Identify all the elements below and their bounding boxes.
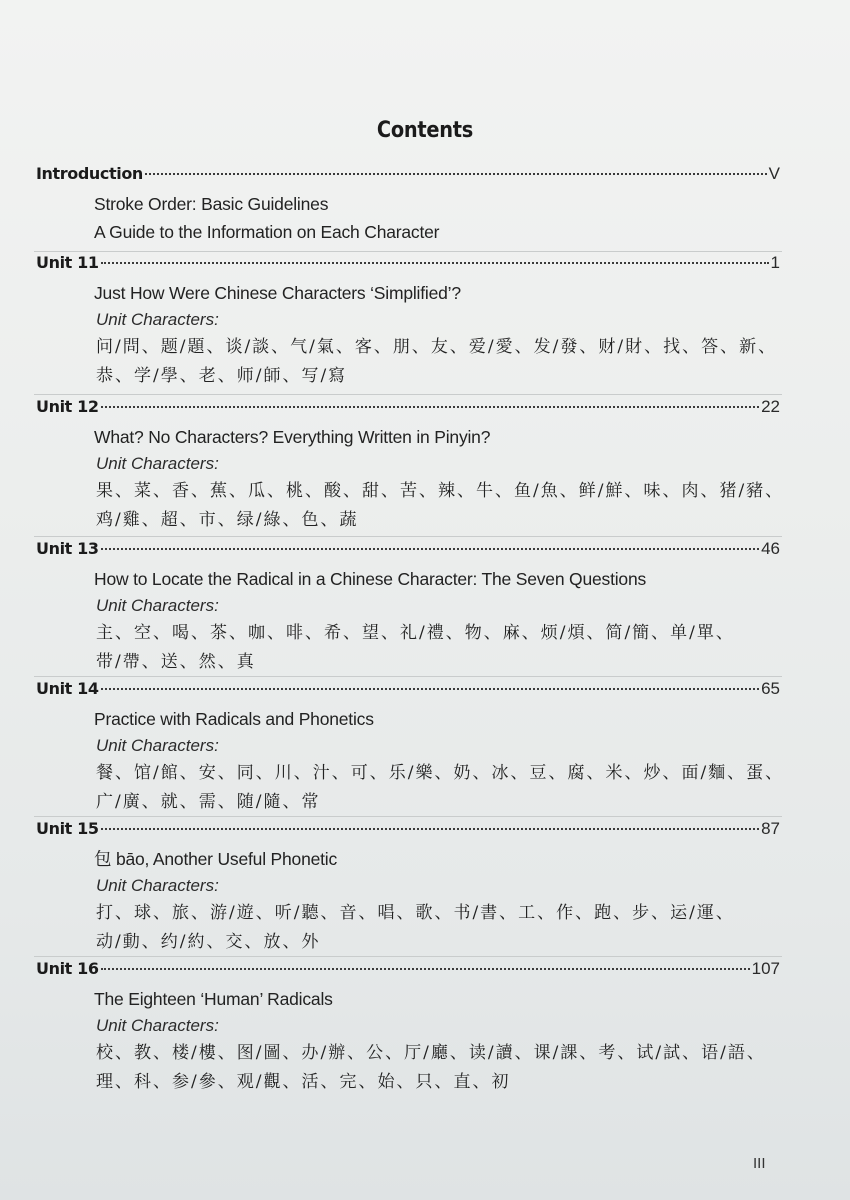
unit-characters-line: 主、空、喝、茶、咖、啡、希、望、礼/禮、物、麻、烦/煩、简/簡、单/單、 bbox=[96, 623, 735, 643]
toc-page-number: V bbox=[768, 164, 780, 183]
section-divider bbox=[34, 536, 782, 537]
toc-subtitle: What? No Characters? Everything Written in Pinyin? bbox=[94, 427, 491, 447]
toc-heading-label[interactable]: Unit 14 bbox=[36, 679, 99, 698]
dot-leader bbox=[101, 828, 760, 830]
toc-subtitle: The Eighteen ‘Human’ Radicals bbox=[94, 989, 333, 1009]
toc-heading-row[interactable] bbox=[36, 397, 780, 421]
unit-characters-line: 恭、学/學、老、师/師、写/寫 bbox=[96, 366, 348, 386]
footer-page-number: III bbox=[753, 1155, 766, 1172]
toc-heading-label[interactable]: Unit 15 bbox=[36, 819, 99, 838]
toc-subtitle: Just How Were Chinese Characters ‘Simplified’? bbox=[94, 283, 461, 303]
section-divider bbox=[34, 956, 782, 957]
toc-page-number: 107 bbox=[751, 959, 780, 978]
toc-heading-row[interactable] bbox=[36, 164, 780, 188]
section-divider bbox=[34, 816, 782, 817]
toc-entry-introduction bbox=[36, 164, 780, 246]
page-title: Contents bbox=[376, 118, 474, 143]
toc-heading-row[interactable] bbox=[36, 253, 780, 277]
toc-page-number: 87 bbox=[761, 819, 780, 838]
dot-leader bbox=[101, 262, 769, 264]
unit-characters-line: 打、球、旅、游/遊、听/聽、音、唱、歌、书/書、工、作、跑、步、运/運、 bbox=[96, 903, 735, 923]
unit-characters-line: 校、教、楼/樓、图/圖、办/辦、公、厅/廳、读/讀、课/課、考、试/試、语/語、 bbox=[96, 1043, 766, 1063]
unit-characters-label: Unit Characters: bbox=[96, 876, 219, 895]
toc-page-number: 22 bbox=[761, 397, 780, 416]
unit-characters-label: Unit Characters: bbox=[96, 310, 219, 329]
toc-entry-unit-14 bbox=[36, 679, 785, 817]
toc-heading-row[interactable] bbox=[36, 819, 780, 843]
toc-entry-unit-13 bbox=[36, 539, 780, 677]
dot-leader bbox=[101, 406, 760, 408]
toc-page-number: 65 bbox=[761, 679, 780, 698]
dot-leader bbox=[101, 688, 760, 690]
toc-heading-label[interactable]: Unit 12 bbox=[36, 397, 99, 416]
toc-subtitle: Practice with Radicals and Phonetics bbox=[94, 709, 374, 729]
dot-leader bbox=[101, 548, 760, 550]
toc-subtitle: How to Locate the Radical in a Chinese Character: The Seven Questions bbox=[94, 569, 647, 589]
unit-characters-line: 问/問、题/題、谈/談、气/氣、客、朋、友、爱/愛、发/發、财/財、找、答、新、 bbox=[96, 337, 778, 357]
section-divider bbox=[34, 676, 782, 677]
toc-subtitle: A Guide to the Information on Each Character bbox=[94, 222, 440, 242]
unit-characters-label: Unit Characters: bbox=[96, 454, 219, 473]
unit-characters-line: 动/動、约/約、交、放、外 bbox=[96, 932, 321, 952]
toc-entry-unit-16 bbox=[36, 959, 780, 1097]
toc-entry-unit-12 bbox=[36, 397, 785, 535]
section-divider bbox=[34, 251, 782, 252]
toc-heading-label[interactable]: Unit 16 bbox=[36, 959, 99, 978]
unit-characters-line: 带/帶、送、然、真 bbox=[96, 652, 256, 672]
toc-entry-unit-11 bbox=[36, 253, 780, 391]
unit-characters-line: 餐、馆/館、安、同、川、汁、可、乐/樂、奶、冰、豆、腐、米、炒、面/麵、蛋、 bbox=[96, 763, 785, 783]
unit-characters-line: 广/廣、就、需、随/隨、常 bbox=[96, 792, 321, 812]
toc-heading-row[interactable] bbox=[36, 539, 780, 563]
toc-entry-unit-15 bbox=[36, 819, 780, 957]
dot-leader bbox=[101, 968, 750, 970]
toc-heading-label[interactable]: Unit 11 bbox=[36, 253, 99, 272]
toc-page-number: 46 bbox=[761, 539, 780, 558]
toc-heading-row[interactable] bbox=[36, 679, 780, 703]
unit-characters-line: 鸡/雞、超、市、绿/綠、色、蔬 bbox=[96, 510, 359, 530]
toc-heading-row[interactable] bbox=[36, 959, 780, 983]
unit-characters-label: Unit Characters: bbox=[96, 596, 219, 615]
section-divider bbox=[34, 394, 782, 395]
unit-characters-line: 理、科、参/參、观/觀、活、完、始、只、直、初 bbox=[96, 1072, 511, 1092]
unit-characters-line: 果、菜、香、蕉、瓜、桃、酸、甜、苦、辣、牛、鱼/魚、鲜/鮮、味、肉、猪/豬、 bbox=[96, 481, 785, 501]
unit-characters-label: Unit Characters: bbox=[96, 1016, 219, 1035]
toc-heading-label[interactable]: Introduction bbox=[36, 164, 143, 183]
toc-subtitle: 包 bāo, Another Useful Phonetic bbox=[94, 849, 338, 869]
toc-heading-label[interactable]: Unit 13 bbox=[36, 539, 99, 558]
dot-leader bbox=[145, 173, 767, 175]
unit-characters-label: Unit Characters: bbox=[96, 736, 219, 755]
toc-page-number: 1 bbox=[770, 253, 780, 272]
toc-subtitle: Stroke Order: Basic Guidelines bbox=[94, 194, 329, 214]
